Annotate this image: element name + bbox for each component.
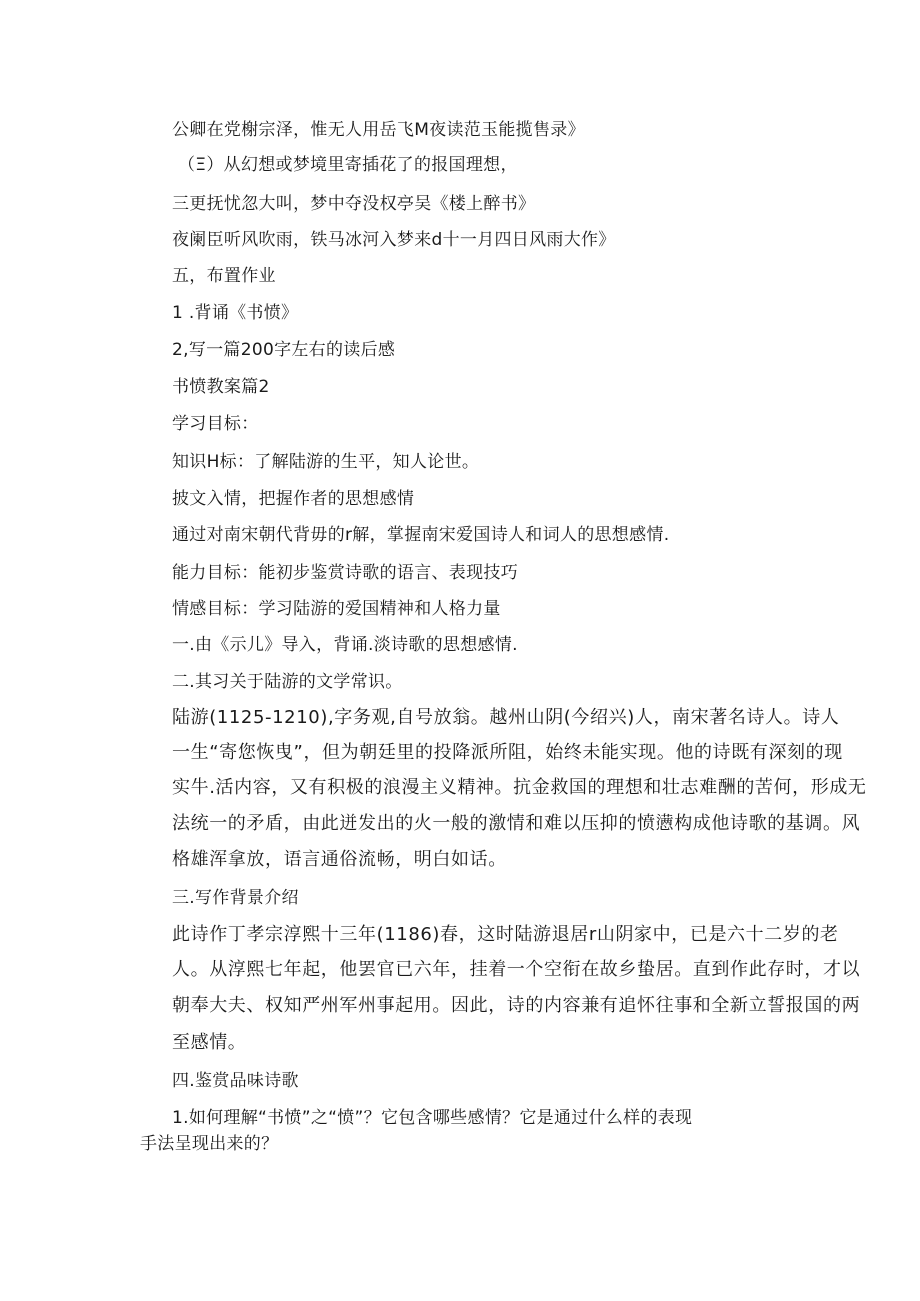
paragraph-line: 朝奉大夫、权知严州军州事起用。因此，诗的内容兼有追怀往事和全新立誓报国的两 xyxy=(172,995,861,1016)
text-line: 夜阑臣听风吹雨，铁马冰河入梦来d十一月四日风雨大作》 xyxy=(172,230,616,250)
text-line: 披文入情，把握作者的思想感情 xyxy=(172,489,415,509)
paragraph-line: 人。从淳熙七年起，他罢官已六年，挂着一个空衔在故乡蛰居。直到作此存时，才以 xyxy=(172,959,861,980)
text-line: 一.由《示儿》导入，背诵.淡诗歌的思想感情. xyxy=(172,635,518,655)
section-heading: 五，布置作业 xyxy=(172,266,276,286)
text-line: （Ξ）从幻想或梦境里寄插花了的报国理想， xyxy=(178,155,518,175)
text-line: 情感目标：学习陆游的爱国精神和人格力量 xyxy=(172,599,501,619)
section-heading: 三.写作背景介绍 xyxy=(172,888,299,908)
list-item: 1 .背诵《书愤》 xyxy=(172,303,299,323)
paragraph-line: 实牛.活内容，又有积极的浪漫主义精神。抗金救国的理想和壮志难酬的苦何，形成无 xyxy=(172,777,867,798)
text-line: 三更抚忧忽大叫，梦中夺没权亭吴《楼上醉书》 xyxy=(172,194,536,214)
text-line: 二.其习关于陆游的文学常识。 xyxy=(172,672,403,692)
list-item: 2,写一篇200字左右的读后感 xyxy=(172,340,396,360)
paragraph-line: 一生“寄您恢曳”，但为朝廷里的投降派所阻，始终未能实现。他的诗既有深刻的现 xyxy=(172,742,843,763)
text-line: 能力目标：能初步鉴赏诗歌的语言、表现技巧 xyxy=(172,563,518,583)
paragraph-line: 法统一的矛盾，由此迸发出的火一般的激情和难以压抑的愤懑构成他诗歌的基调。风 xyxy=(172,813,861,834)
text-line: 通过对南宋朝代背毋的r解，掌握南宋爱国诗人和词人的思想感情. xyxy=(172,525,670,545)
question-line: 1.如何理解“书愤”之“愤”？它包含哪些感情？它是通过什么样的表现 xyxy=(172,1108,693,1128)
paragraph-line: 陆游(1125-1210),字务观,自号放翁。越州山阴(今绍兴)人，南宋著名诗人。诗人 xyxy=(172,707,840,728)
text-line: 公卿在党榭宗泽，惟无人用岳飞M夜读范玉能揽售录》 xyxy=(172,120,585,140)
section-heading: 书愤教案篇2 xyxy=(172,377,270,397)
paragraph-line: 格雄浑拿放，语言通俗流畅，明白如话。 xyxy=(172,849,507,870)
section-heading: 四.鉴赏品味诗歌 xyxy=(172,1071,299,1091)
text-line: 知识H标：了解陆游的生平，知人论世。 xyxy=(172,452,480,472)
paragraph-line: 至感情。 xyxy=(172,1032,247,1053)
question-line: 手法呈现出来的？ xyxy=(140,1134,279,1154)
paragraph-line: 此诗作丁孝宗淳熙十三年(1186)春，这时陆游退居r山阴家中，已是六十二岁的老 xyxy=(172,924,839,945)
text-line: 学习目标： xyxy=(172,414,259,434)
